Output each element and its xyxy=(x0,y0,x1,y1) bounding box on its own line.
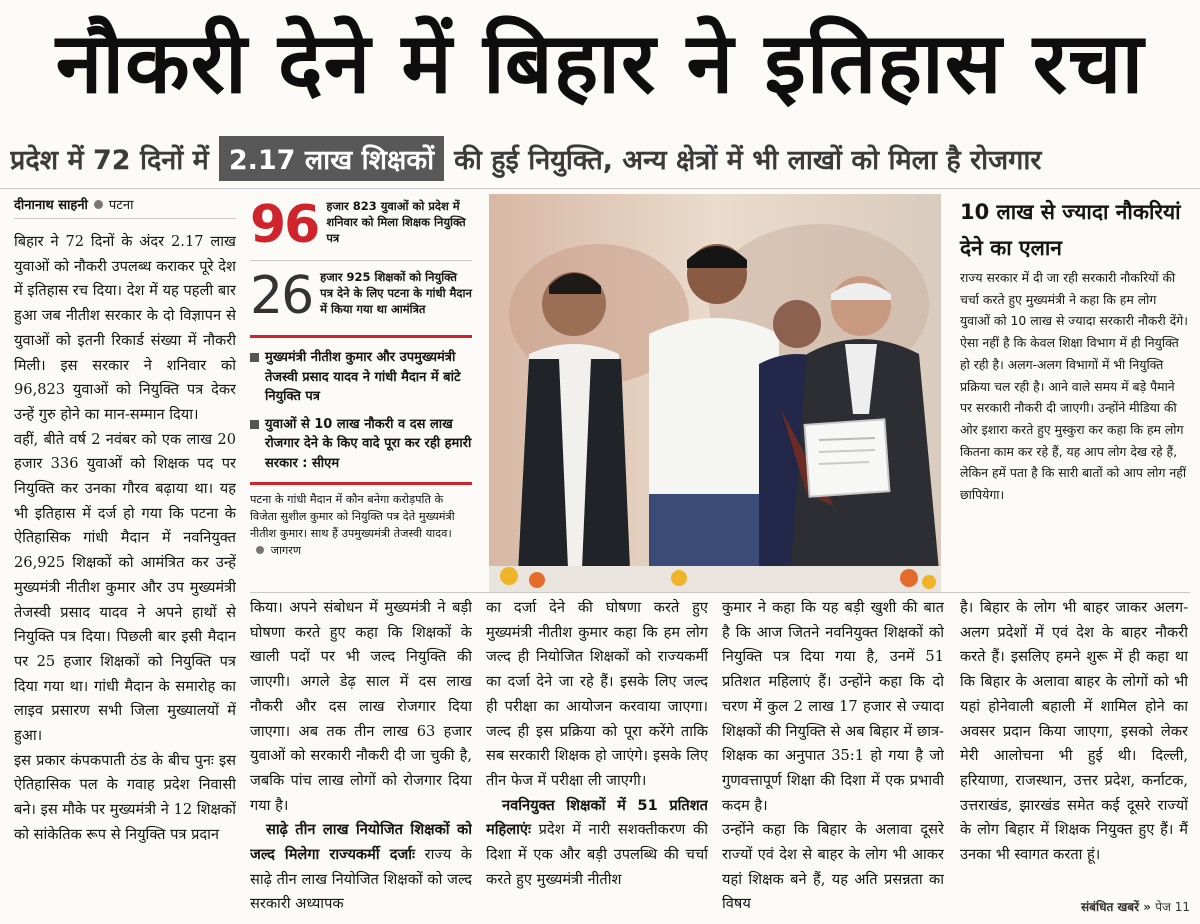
bottom-divider xyxy=(250,592,1190,593)
caption-text: पटना के गांधी मैदान में कौन बनेगा करोड़पति के विजेता सुशील कुमार को नियुक्ति पत्र देते मुख्यमंत्री नीतीश कुमार। साथ हैं उपमुख्यमंत्री तेजस्वी यादव। xyxy=(250,493,455,540)
col4-text: कुमार ने कहा कि यह बड़ी खुशी की बात है कि आज जितने नवनियुक्त शिक्षकों को नियुक्ति पत्र दिया गया है, उनमें 51 प्रतिशत महिलाएं हैं। उन्होंने कहा कि दो चरण में कुल 2 लाख 17 हजार से ज्यादा शिक्षकों की नियुक्ति से अब बिहार में छात्र-शिक्षक का अनुपात 35:1 हो गया है जो गुणवत्तापूर्ण शिक्षा की दिशा में एक प्रभावी कदम है। उन्होंने कहा कि बिहार के अलावा दूसरे राज्यों एवं देश से बाहर के लोग भी आकर यहां शिक्षक बने हैं, यह अति प्रसन्नता का विषय xyxy=(722,599,944,913)
related-news-arrow-icon: » xyxy=(1143,900,1151,914)
col2-paragraph-2-text: राज्य के साढ़े तीन लाख नियोजित शिक्षकों को जल्द सरकारी अध्यापक xyxy=(250,846,472,913)
top-divider xyxy=(0,188,1200,189)
byline-city: पटना xyxy=(108,198,134,213)
bullet-1-text: मुख्यमंत्री नीतीश कुमार और उपमुख्यमंत्री तेजस्वी प्रसाद यादव ने गांधी मैदान में बांटे नियुक्ति पत्र xyxy=(265,350,461,404)
headline: नौकरी देने में बिहार ने इतिहास रचा xyxy=(55,14,1145,112)
bullet-square-icon xyxy=(250,353,259,362)
subheadline xyxy=(10,132,1190,184)
bullet-2 xyxy=(250,415,472,474)
sidebar-title: 10 लाख से ज्यादा नौकरियां देने का एलान xyxy=(960,200,1181,260)
bullet-1 xyxy=(250,348,472,407)
bullet-square-icon xyxy=(250,420,259,429)
article-column-4 xyxy=(722,596,944,922)
col2-paragraph-1: किया। अपने संबोधन में मुख्यमंत्री ने बड़ी घोषणा करते हुए कहा कि शिक्षकों के खाली पदों पर भी जल्द नियुक्ति की जाएगी। अगले डेढ़ साल में दस लाख नौकरी और दस लाख रोजगार दिया जाएगा। अब तक तीन लाख 63 हजार युवाओं को सरकारी नौकरी दी जा चुकी है, जबकि पांच लाख लोगों को रोजगार दिया गया है। xyxy=(250,599,472,814)
related-news-label: संबंधित खबरें xyxy=(1081,900,1140,914)
subheadline-after: की हुई नियुक्ति, अन्य क्षेत्रों में भी लाखों को मिला है रोजगार xyxy=(454,144,1042,176)
col2-paragraph-2 xyxy=(250,818,472,917)
subheadline-before: प्रदेश में 72 दिनों में xyxy=(10,144,209,176)
byline-author: दीनानाथ साहनी xyxy=(14,198,88,213)
byline-dot-icon xyxy=(94,200,103,209)
article-column-3 xyxy=(486,596,708,922)
article-column-5 xyxy=(960,596,1188,896)
photo-illustration xyxy=(489,194,941,592)
stat-96 xyxy=(250,194,472,256)
article-column-2 xyxy=(250,596,472,922)
sidebar-body: राज्य सरकार में दी जा रही सरकारी नौकरियों की चर्चा करते हुए मुख्यमंत्री ने कहा कि हम लोग युवाओं को 10 लाख से ज्यादा सरकारी नौकरी देंगे। ऐसा नहीं है कि केवल शिक्षा विभाग में ही नियुक्ति हो रही है। अलग-अलग विभागों में भी नियुक्ति प्रक्रिया चल रही है। आने वाले समय में बड़े पैमाने पर सरकारी नौकरी दी जाएगी। उन्होंने मीडिया की ओर इशारा करते हुए मुस्कुरा कर कहा कि हम लोग कितना काम कर रहे हैं, यह आप लोग देख रहे हैं, लेकिन हमें पता है कि सारी बातों को आप लोग नहीं छापियेगा। xyxy=(960,270,1188,503)
col3-paragraph-2-text: प्रदेश में नारी सशक्तीकरण की दिशा में एक और बड़ी उपलब्धि की चर्चा करते हुए मुख्यमंत्री नीतीश xyxy=(486,821,708,888)
col2-subhead: साढ़े तीन लाख नियोजित शिक्षकों को जल्द मिलेगा राज्यकर्मी दर्जाः xyxy=(250,821,472,864)
subheadline-highlight: 2.17 लाख शिक्षकों xyxy=(219,136,444,181)
col3-paragraph-2 xyxy=(486,794,708,893)
article-column-1 xyxy=(14,230,236,920)
news-photo xyxy=(489,194,941,592)
red-divider-2 xyxy=(250,482,472,485)
stat-text-26: हजार 925 शिक्षकों को नियुक्ति पत्र देने के लिए पटना के गांधी मैदान में किया गया था आमंत्रित xyxy=(320,270,472,316)
related-news[interactable] xyxy=(1040,898,1190,915)
article-text-col1: बिहार ने 72 दिनों के अंदर 2.17 लाख युवाओं को नौकरी उपलब्ध कराकर पूरे देश में इतिहास रच दिया। देश में यह पहली बार हुआ जब नीतीश सरकार के दो विज्ञापन से युवाओं को इतनी रिकार्ड संख्या में नौकरी मिली। इस सरकार ने शनिवार को 96,823 युवाओं को नियुक्ति पत्र देकर उन्हें गुरु होने का मान-सम्मान दिया। वहीं, बीते वर्ष 2 नवंबर को एक लाख 20 हजार 336 युवाओं को शिक्षक पद पर नियुक्ति कर उनका गौरव बढ़ाया था। यह भी इतिहास में दर्ज हो गया कि पटना के ऐतिहासिक गांधी मैदान में नवनियुक्त 26,925 शिक्षकों को आमंत्रित कर उन्हें मुख्यमंत्री नीतीश कुमार और उप मुख्यमंत्री तेजस्वी प्रसाद यादव ने अपने हाथों से नियुक्ति पत्र दिया। पिछली बार इसी मैदान पर 25 हजार शिक्षकों को नियुक्ति पत्र दिया गया था। गांधी मैदान के समारोह का लाइव प्रसारण सभी जिला मुख्यालयों में हुआ। इस प्रकार कंपकपाती ठंड के बीच पुनः इस ऐतिहासिक पल के गवाह प्रदेश निवासी बने। इस मौके पर मुख्यमंत्री ने 12 शिक्षकों को सांकेतिक रूप से नियुक्ति पत्र प्रदान xyxy=(14,233,236,843)
byline xyxy=(14,194,234,214)
caption-credit: जागरण xyxy=(270,544,302,557)
stats-box xyxy=(250,194,472,559)
stat-26 xyxy=(250,265,472,327)
col3-paragraph-1: का दर्जा देने की घोषणा करते हुए मुख्यमंत्री नीतीश कुमार कहा कि हम लोग जल्द ही नियोजित शिक्षकों को राज्यकर्मी का दर्जा देने जा रहे हैं। इसके लिए जल्द ही परीक्षा का आयोजन करवाया जाएगा। जल्द ही इस प्रक्रिया को पूरा करेंगे ताकि सब सरकारी शिक्षक हो जाएंगे। इसके लिए तीन फेज में परीक्षा ली जाएगी। xyxy=(486,599,708,789)
stat-number-96: 96 xyxy=(250,195,319,255)
photo-caption xyxy=(250,491,472,559)
stat-text-96: हजार 823 युवाओं को प्रदेश में शनिवार को मिला शिक्षक नियुक्ति पत्र xyxy=(326,199,466,245)
caption-dot-icon xyxy=(256,546,264,554)
col5-text: है। बिहार के लोग भी बाहर जाकर अलग-अलग प्रदेशों में एवं देश के बाहर नौकरी करते हैं। इसलिए हमने शुरू में ही कहा था कि बिहार के अलावा बाहर के लोगों को भी यहां होनेवाली बहाली में शामिल होने का अवसर प्रदान किया जाएगा, इसको लेकर मेरी आलोचना भी हुई थी। दिल्ली, हरियाणा, राजस्थान, उत्तर प्रदेश, कर्नाटक, उत्तराखंड, झारखंड समेत कई दूसरे राज्यों के लोग बिहार में शिक्षक नियुक्त हुए हैं। मैं उनका भी स्वागत करता हूं। xyxy=(960,599,1188,864)
stat-divider xyxy=(250,260,472,261)
col3-subhead: नवनियुक्त शिक्षकों में 51 प्रतिशत महिलाएंः xyxy=(486,796,708,839)
stat-number-26: 26 xyxy=(250,266,313,326)
related-news-page: पेज 11 xyxy=(1155,900,1190,914)
bullet-2-text: युवाओं से 10 लाख नौकरी व दस लाख रोजगार देने के किए वादे पूरा कर रही हमारी सरकार : सीएम xyxy=(265,416,472,471)
red-divider-1 xyxy=(250,335,472,338)
byline-divider xyxy=(14,218,236,219)
